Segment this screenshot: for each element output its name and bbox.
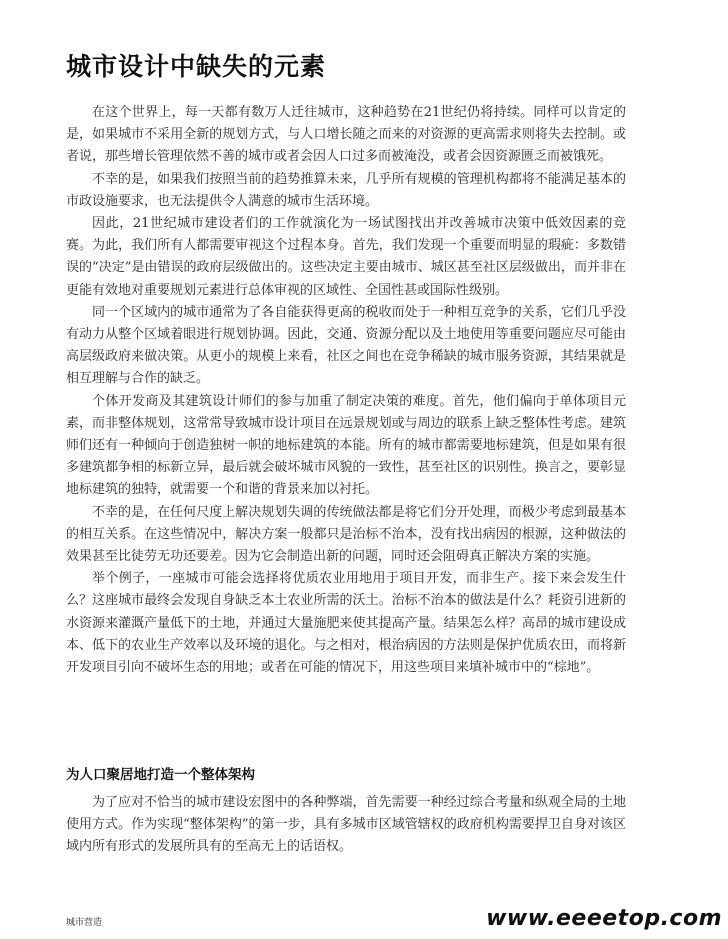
paragraph: 在这个世界上，每一天都有数万人迁往城市，这种趋势在21世纪仍将持续。同样可以肯定的是，如果城市不采用全新的规划方式，与人口增长随之而来的对资源的更高需求则将失去控制。或者说，那些增长管理依然不善的城市或者会因人口过多而被淹没，或者会因资源匮乏而被饿死。 (66, 105, 626, 165)
paragraph: 同一个区域内的城市通常为了各自能获得更高的税收而处于一种相互竞争的关系，它们几乎没有动力从整个区域着眼进行规划协调。因此，交通、资源分配以及土地使用等重要问题应尽可能由高层级政府来做决策。从更小的规模上来看，社区之间也在竞争稀缺的城市服务资源，其结果就是相互理解与合作的缺乏。 (66, 304, 626, 387)
paragraph: 不幸的是，在任何尺度上解决规划失调的传统做法都是将它们分开处理，而极少考虑到最基本的相互关系。在这些情况中，解决方案一般都只是治标不治本，没有找出病因的根源，这种做法的效果甚至比徒劳无功还要差。因为它会制造出新的问题，同时还会阻碍真正解决方案的实施。 (66, 504, 626, 565)
running-footer: 城市营造 (66, 918, 103, 928)
paragraph: 个体开发商及其建筑设计师们的参与加重了制定决策的难度。首先，他们偏向于单体项目元素，而非整体规划，这常常导致城市设计项目在远景规划或与周边的联系上缺乏整体性考虑。建筑师们还有一种倾向于创造独树一帜的地标建筑的本能。所有的城市都需要地标建筑，但是如果有很多建筑都争相的标新立异，最后就会破坏城市风貌的一致性，甚至社区的识别性。换言之，要彰显地标建筑的独特，就需要一个和谐的背景来加以衬托。 (66, 393, 626, 498)
section-body (66, 792, 626, 859)
page-title: 城市设计中缺失的元素 (66, 52, 327, 81)
article-body (66, 102, 626, 679)
section-heading: 为人口聚居地打造一个整体架构 (66, 767, 255, 783)
paragraph: 举个例子，一座城市可能会选择将优质农业用地用于项目开发，而非生产。接下来会发生什么？这座城市最终会发现自身缺乏本土农业所需的沃土。治标不治本的做法是什么？耗资引进新的水资源来灌溉产量低下的土地，并通过大量施肥来使其提高产量。结果怎么样？高昂的城市建设成本、低下的农业生产效率以及环境的退化。与之相对，根治病因的方法则是保护优质农田，而将新开发项目引向不破坏生态的用地；或者在可能的情况下，用这些项目来填补城市中的“棕地”。 (66, 571, 626, 676)
watermark: www.eeeetop.com (486, 906, 722, 931)
paragraph: 为了应对不恰当的城市建设宏图中的各种弊端，首先需要一种经过综合考量和纵观全局的土地使用方式。作为实现“整体架构”的第一步，具有多城市区域管辖权的政府机构需要捍卫自身对该区域内所有形式的发展所具有的至高无上的话语权。 (66, 795, 626, 855)
paragraph: 不幸的是，如果我们按照当前的趋势推算未来，几乎所有规模的管理机构都将不能满足基本的市政设施要求，也无法提供令人满意的城市生活环境。 (66, 171, 626, 209)
paragraph: 因此，21世纪城市建设者们的工作就演化为一场试图找出并改善城市决策中低效因素的竞赛。为此，我们所有人都需要审视这个过程本身。首先，我们发现一个重要而明显的瑕疵：多数错误的“决定”是由错误的政府层级做出的。这些决定主要由城市、城区甚至社区层级做出，而并非在更能有效地对重要规划元素进行总体审视的区域性、全国性甚或国际性级别。 (66, 216, 626, 298)
